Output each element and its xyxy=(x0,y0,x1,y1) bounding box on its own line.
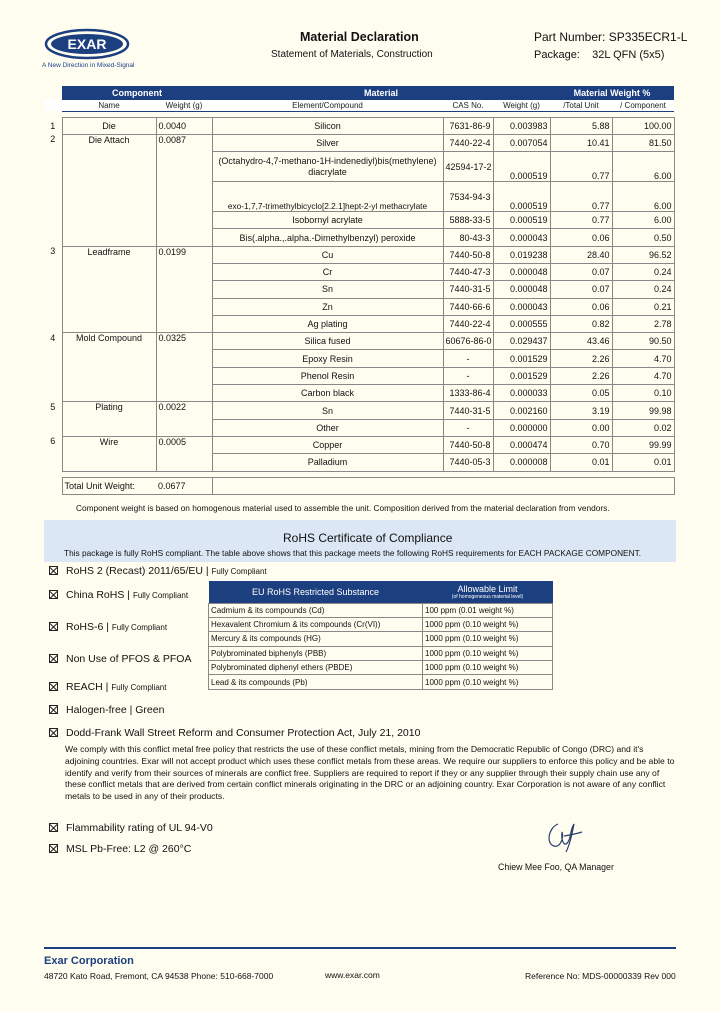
cas-number: - xyxy=(443,419,493,436)
signature xyxy=(544,818,584,854)
element: Epoxy Resin xyxy=(212,350,443,367)
table-row xyxy=(44,134,674,151)
pct-component: 0.10 xyxy=(612,385,674,402)
cas-number: - xyxy=(443,367,493,384)
table-row: Polybrominated diphenyl ethers (PBDE) 1000 ppm (0.10 weight %) xyxy=(209,661,553,675)
component-name: Die xyxy=(62,117,156,134)
component-name: Leadframe xyxy=(62,246,156,332)
material-weight: 0.001529 xyxy=(493,367,550,384)
checklist-item-msl: MSL Pb-Free: L2 @ 260°C xyxy=(49,843,191,855)
material-weight: 0.000043 xyxy=(493,229,550,246)
subheader-weight: Weight (g) xyxy=(156,100,212,111)
cas-number: 7440-66-6 xyxy=(443,298,493,315)
pct-total-unit: 0.06 xyxy=(550,298,612,315)
element: Isobornyl acrylate xyxy=(212,212,443,229)
pct-component: 90.50 xyxy=(612,333,674,350)
header-material-weight: Material Weight % xyxy=(550,86,674,100)
pct-component: 4.70 xyxy=(612,350,674,367)
material-weight: 0.003983 xyxy=(493,117,550,134)
pct-total-unit: 0.01 xyxy=(550,454,612,471)
pct-total-unit: 0.05 xyxy=(550,385,612,402)
pct-total-unit: 0.77 xyxy=(550,212,612,229)
checkbox-icon xyxy=(49,622,58,631)
pct-component: 6.00 xyxy=(612,212,674,229)
subheader-name: Name xyxy=(62,100,156,111)
header-material: Material xyxy=(212,86,550,100)
dodd-frank-text: We comply with this conflict metal free policy that restricts the use of these conflict metals, mining from the Democratic Republic of Congo (DRC) and it's adjoining countries. Exar will not accept product which uses these conflict metals from these areas. We require our suppliers to enforce this policy and be able to identify and verify from their sources of minerals are conflict free. Suppliers are required to report if they or any supplier through their supply chain use any of these conflict metals that are derived from certain conflict minerals originating in the DRC or an adjoining country. Exar Corporation is not aware of any conflict metals to be used in any of their products. xyxy=(65,744,675,802)
subheader-element: Element/Compound xyxy=(212,100,443,111)
table-row xyxy=(44,333,674,350)
element: exo-1,7,7-trimethylbicyclo[2.2.1]hept-2-yl methacrylate xyxy=(212,182,443,212)
pct-component: 4.70 xyxy=(612,367,674,384)
checkbox-icon xyxy=(49,844,58,853)
pct-total-unit: 2.26 xyxy=(550,350,612,367)
component-weight: 0.0022 xyxy=(156,402,212,437)
pct-component: 0.01 xyxy=(612,454,674,471)
total-row xyxy=(44,477,674,494)
material-weight: 0.000474 xyxy=(493,436,550,453)
component-number: 2 xyxy=(50,134,56,145)
element: Ag plating xyxy=(212,315,443,332)
table-row xyxy=(44,436,674,453)
component-name: Wire xyxy=(62,436,156,471)
pct-total-unit: 28.40 xyxy=(550,246,612,263)
table-row xyxy=(44,402,674,419)
element: Sn xyxy=(212,281,443,298)
footer-company: Exar Corporation xyxy=(44,955,134,967)
subheader-total-unit: /Total Unit xyxy=(550,100,612,111)
element: Phenol Resin xyxy=(212,367,443,384)
table-row: Cadmium & its compounds (Cd) 100 ppm (0.01 weight %) xyxy=(209,603,553,617)
table-row: Mercury & its compounds (HG) 1000 ppm (0.10 weight %) xyxy=(209,632,553,646)
pct-total-unit: 3.19 xyxy=(550,402,612,419)
material-weight: 0.000043 xyxy=(493,298,550,315)
pct-component: 81.50 xyxy=(612,134,674,151)
checklist-item: REACH | Fully Compliant xyxy=(49,681,166,693)
footer-reference: Reference No: MDS-00000339 Rev 000 xyxy=(525,971,676,981)
checklist-item: RoHS-6 | Fully Compliant xyxy=(49,621,167,633)
pct-component: 100.00 xyxy=(612,117,674,134)
pct-total-unit: 0.77 xyxy=(550,152,612,182)
total-label: Total Unit Weight: xyxy=(62,477,156,494)
cas-number: 7440-50-8 xyxy=(443,246,493,263)
element: Cr xyxy=(212,263,443,280)
material-weight: 0.000048 xyxy=(493,281,550,298)
checkbox-icon xyxy=(49,682,58,691)
table-row: Lead & its compounds (Pb) 1000 ppm (0.10 weight %) xyxy=(209,675,553,689)
pct-total-unit: 0.06 xyxy=(550,229,612,246)
material-weight: 0.000555 xyxy=(493,315,550,332)
component-number: 3 xyxy=(50,246,56,257)
element: Palladium xyxy=(212,454,443,471)
element: Zn xyxy=(212,298,443,315)
tagline: A New Direction in Mixed-Signal xyxy=(42,62,135,69)
exar-logo xyxy=(44,28,130,60)
page-subtitle: Statement of Materials, Construction xyxy=(271,49,433,60)
pct-total-unit: 43.46 xyxy=(550,333,612,350)
element: Silica fused xyxy=(212,333,443,350)
checkbox-icon xyxy=(49,566,58,575)
cas-number: 7440-50-8 xyxy=(443,436,493,453)
element: Sn xyxy=(212,402,443,419)
table-row xyxy=(44,246,674,263)
component-weight: 0.0199 xyxy=(156,246,212,332)
material-weight: 0.019238 xyxy=(493,246,550,263)
pct-component: 0.21 xyxy=(612,298,674,315)
eu-header-limit: Allowable Limit (of homogeneous material level) xyxy=(423,581,553,603)
cas-number: 60676-86-0 xyxy=(443,333,493,350)
material-weight: 0.001529 xyxy=(493,350,550,367)
checkbox-icon xyxy=(49,823,58,832)
checkbox-icon xyxy=(49,728,58,737)
total-value: 0.0677 xyxy=(156,477,212,494)
pct-total-unit: 0.07 xyxy=(550,263,612,280)
subheader-material-weight: Weight (g) xyxy=(493,100,550,111)
component-name: Mold Compound xyxy=(62,333,156,402)
cas-number: 42594-17-2 xyxy=(443,152,493,182)
checklist-item: Non Use of PFOS & PFOA xyxy=(49,653,191,665)
pct-total-unit: 10.41 xyxy=(550,134,612,151)
pct-component: 96.52 xyxy=(612,246,674,263)
pct-total-unit: 0.77 xyxy=(550,182,612,212)
package: Package: 32L QFN (5x5) xyxy=(534,49,665,61)
component-weight: 0.0087 xyxy=(156,134,212,246)
page-title: Material Declaration xyxy=(300,30,419,44)
footer-website: www.exar.com xyxy=(325,970,380,980)
cas-number: 7440-05-3 xyxy=(443,454,493,471)
pct-component: 2.78 xyxy=(612,315,674,332)
material-weight: 0.000000 xyxy=(493,419,550,436)
cas-number: - xyxy=(443,350,493,367)
element: (Octahydro-4,7-methano-1H-indenediyl)bis(methylene) diacrylate xyxy=(212,152,443,182)
material-weight: 0.000519 xyxy=(493,212,550,229)
pct-total-unit: 0.07 xyxy=(550,281,612,298)
checkbox-icon xyxy=(49,654,58,663)
pct-total-unit: 0.82 xyxy=(550,315,612,332)
table-row: Hexavalent Chromium & its compounds (Cr(VI)) 1000 ppm (0.10 weight %) xyxy=(209,617,553,631)
element: Bis(.alpha.,.alpha.-Dimethylbenzyl) peroxide xyxy=(212,229,443,246)
pct-component: 6.00 xyxy=(612,152,674,182)
cas-number: 7440-47-3 xyxy=(443,263,493,280)
eu-header-substance: EU RoHS Restricted Substance xyxy=(209,581,423,603)
cas-number: 5888-33-5 xyxy=(443,212,493,229)
element: Silver xyxy=(212,134,443,151)
pct-total-unit: 2.26 xyxy=(550,367,612,384)
footer-address: 48720 Kato Road, Fremont, CA 94538 Phone: 510-668-7000 xyxy=(44,971,274,981)
table-row xyxy=(44,117,674,134)
rohs-statement: This package is fully RoHS compliant. The table above shows that this package meets the following RoHS requirements for EACH PACKAGE COMPONENT. xyxy=(64,548,642,558)
component-number: 5 xyxy=(50,401,56,412)
material-table xyxy=(44,86,675,495)
material-weight: 0.000033 xyxy=(493,385,550,402)
pct-component: 99.99 xyxy=(612,436,674,453)
material-weight: 0.000008 xyxy=(493,454,550,471)
cas-number: 1333-86-4 xyxy=(443,385,493,402)
checklist-item: RoHS 2 (Recast) 2011/65/EU | Fully Compliant xyxy=(49,565,267,577)
cas-number: 7534-94-3 xyxy=(443,182,493,212)
component-weight: 0.0040 xyxy=(156,117,212,134)
checklist-item: Halogen-free | Green xyxy=(49,704,164,716)
pct-component: 0.02 xyxy=(612,419,674,436)
subheader-cas: CAS No. xyxy=(443,100,493,111)
element: Cu xyxy=(212,246,443,263)
pct-total-unit: 0.70 xyxy=(550,436,612,453)
header-component: Component xyxy=(62,86,212,100)
element: Carbon black xyxy=(212,385,443,402)
material-weight: 0.007054 xyxy=(493,134,550,151)
eu-rohs-table xyxy=(208,581,553,690)
element: Copper xyxy=(212,436,443,453)
cas-number: 7631-86-9 xyxy=(443,117,493,134)
pct-component: 0.24 xyxy=(612,281,674,298)
pct-component: 0.24 xyxy=(612,263,674,280)
component-name: Plating xyxy=(62,402,156,437)
cas-number: 7440-22-4 xyxy=(443,134,493,151)
component-weight: 0.0325 xyxy=(156,333,212,402)
checkbox-icon xyxy=(49,705,58,714)
pct-total-unit: 5.88 xyxy=(550,117,612,134)
cas-number: 80-43-3 xyxy=(443,229,493,246)
pct-component: 99.98 xyxy=(612,402,674,419)
cas-number: 7440-31-5 xyxy=(443,402,493,419)
component-number: 1 xyxy=(50,120,56,131)
checklist-item: China RoHS | Fully Compliant xyxy=(49,589,188,601)
signer-name: Chiew Mee Foo, QA Manager xyxy=(498,862,614,872)
material-weight: 0.000519 xyxy=(493,182,550,212)
subheader-component: / Component xyxy=(612,100,674,111)
material-weight: 0.000519 xyxy=(493,152,550,182)
element: Silicon xyxy=(212,117,443,134)
checkbox-icon xyxy=(49,590,58,599)
material-weight: 0.002160 xyxy=(493,402,550,419)
rohs-title: RoHS Certificate of Compliance xyxy=(283,531,453,545)
component-number: 6 xyxy=(50,436,56,447)
material-weight: 0.000048 xyxy=(493,263,550,280)
cas-number: 7440-22-4 xyxy=(443,315,493,332)
table-row: Polybrominated biphenyls (PBB) 1000 ppm (0.10 weight %) xyxy=(209,646,553,660)
svg-text:EXAR: EXAR xyxy=(67,36,107,52)
component-weight: 0.0005 xyxy=(156,436,212,471)
checklist-item: Dodd-Frank Wall Street Reform and Consumer Protection Act, July 21, 2010 xyxy=(49,727,420,739)
footer-divider xyxy=(44,947,676,949)
pct-component: 0.50 xyxy=(612,229,674,246)
element: Other xyxy=(212,419,443,436)
cas-number: 7440-31-5 xyxy=(443,281,493,298)
component-number: 4 xyxy=(50,332,56,343)
footnote: Component weight is based on homogenous material used to assemble the unit. Composition derived from the material declaration from vendors. xyxy=(76,503,610,513)
component-name: Die Attach xyxy=(62,134,156,246)
part-number: Part Number: SP335ECR1-L xyxy=(534,30,688,44)
material-weight: 0.029437 xyxy=(493,333,550,350)
pct-total-unit: 0.00 xyxy=(550,419,612,436)
pct-component: 6.00 xyxy=(612,182,674,212)
checklist-item-flammability: Flammability rating of UL 94-V0 xyxy=(49,822,213,834)
